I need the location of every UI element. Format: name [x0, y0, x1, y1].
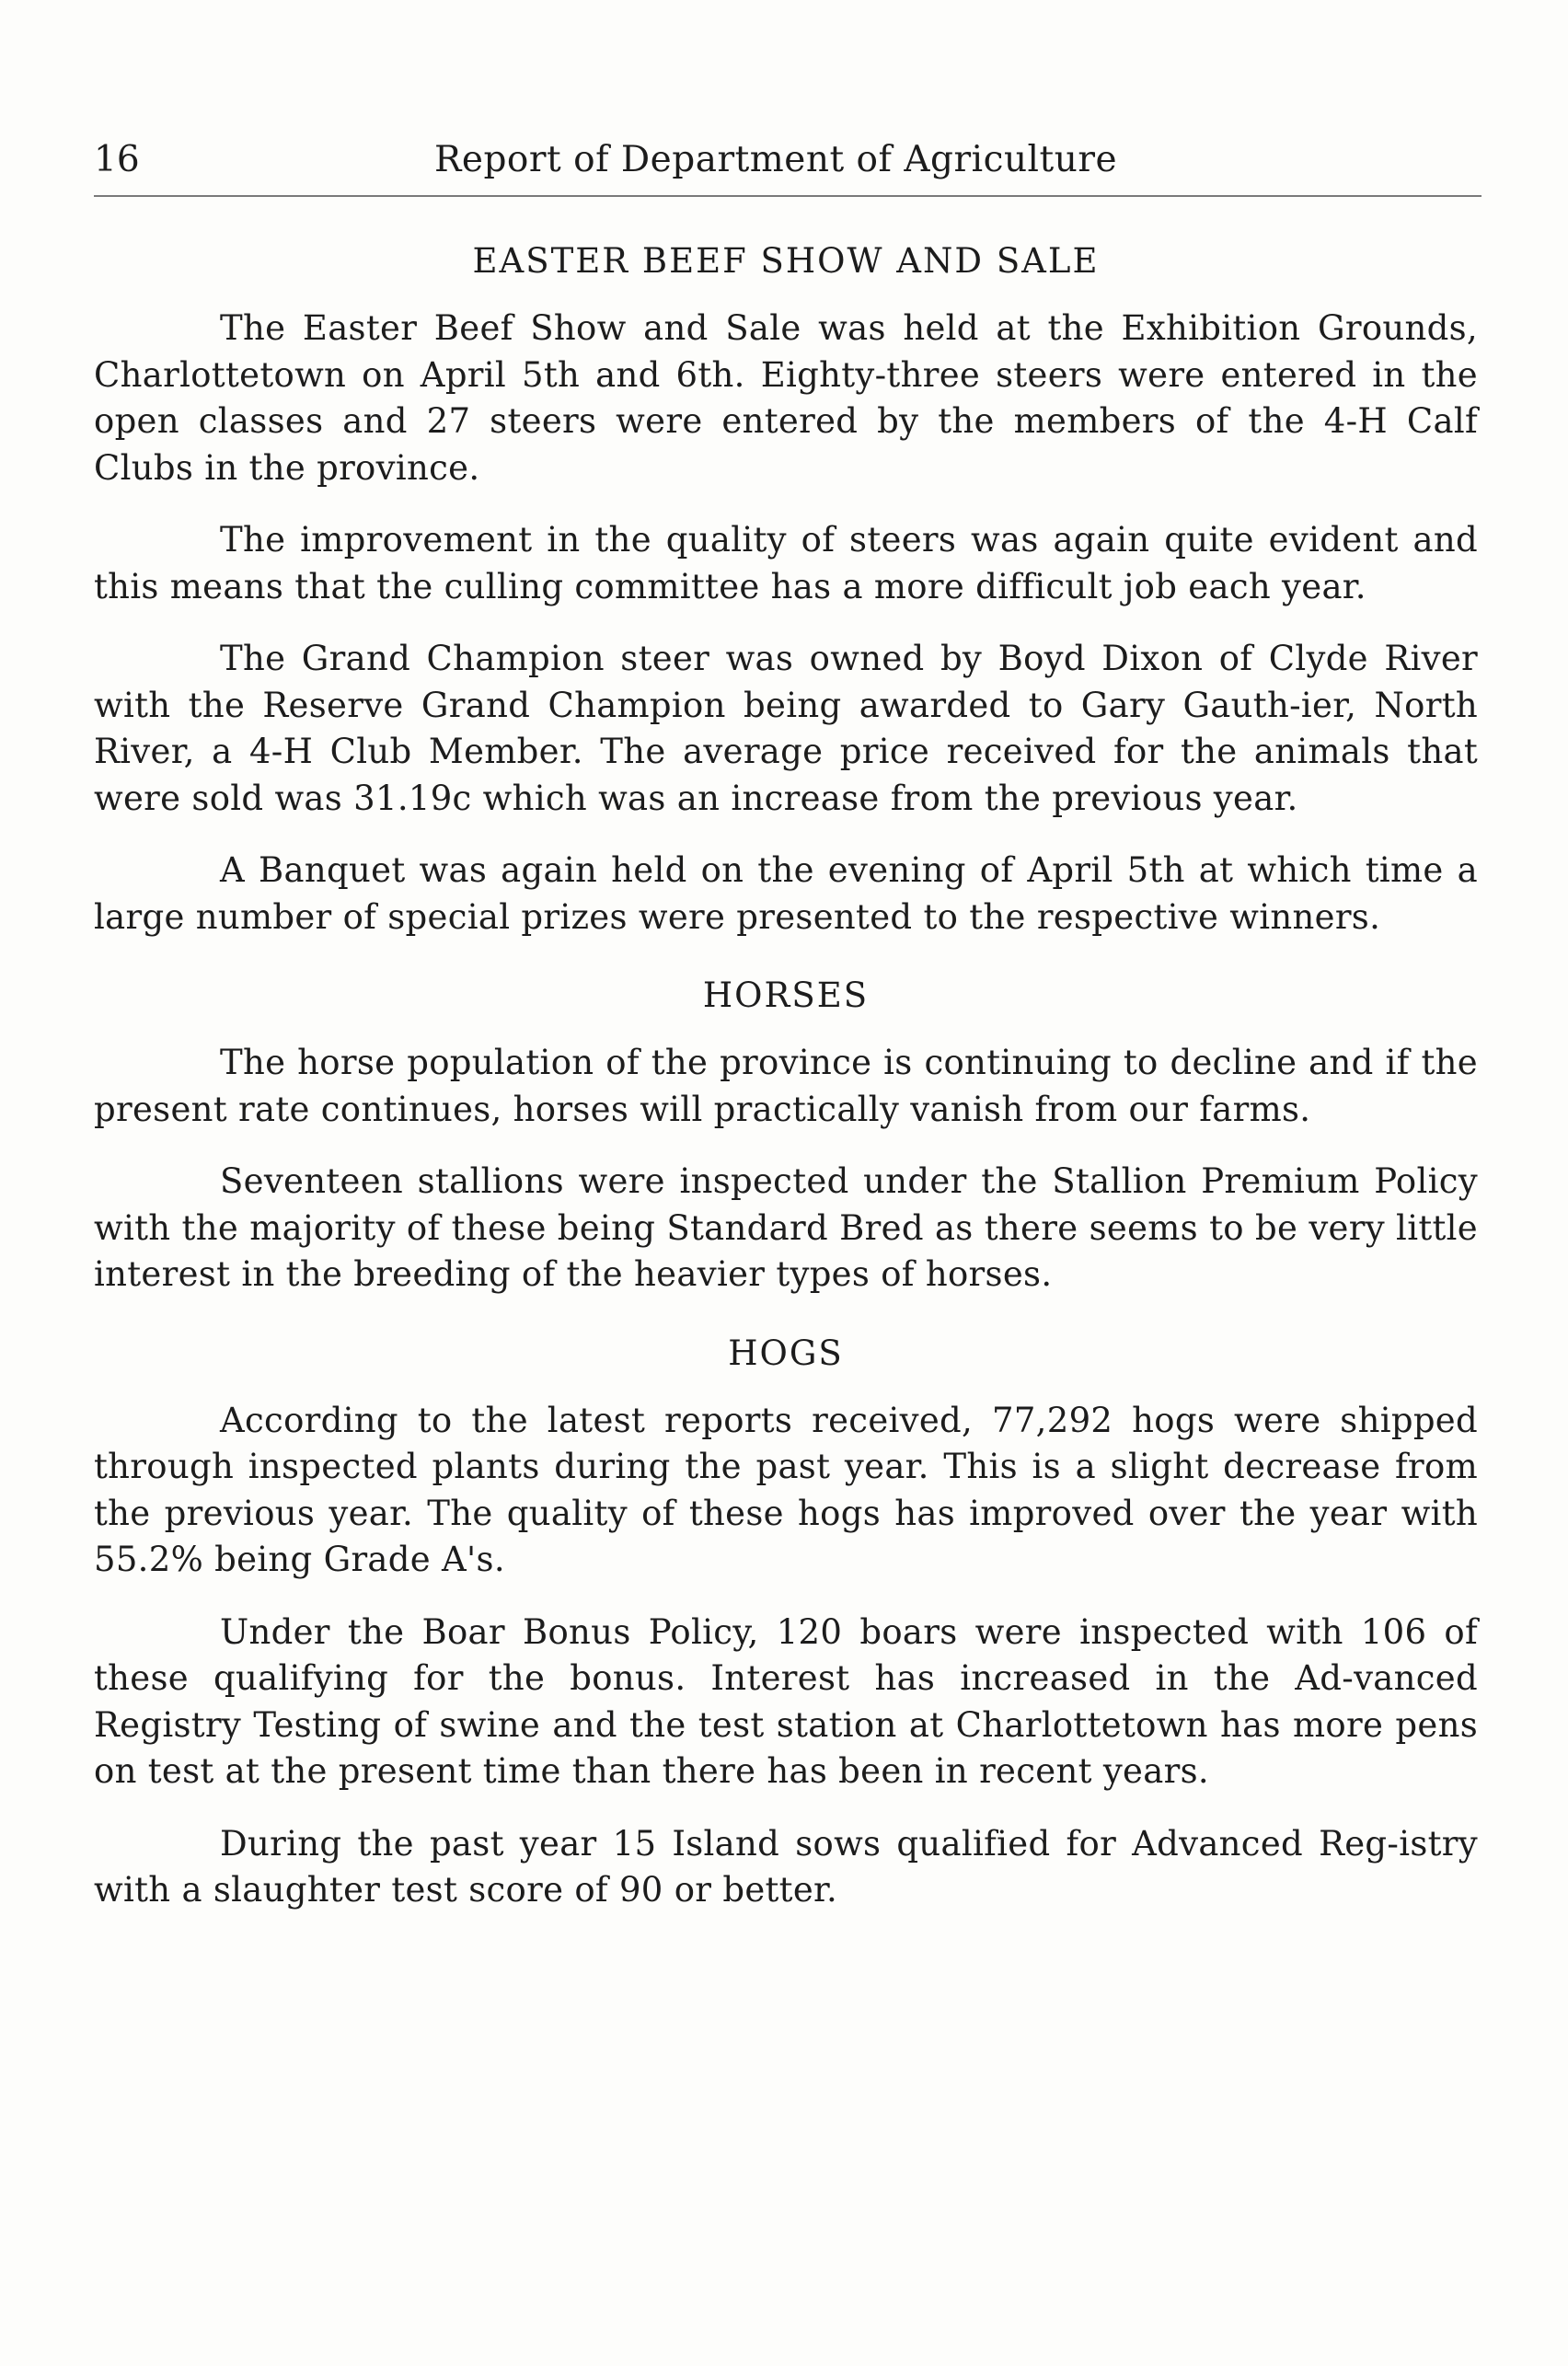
paragraph: According to the latest reports received, 77,292 hogs were shipped through inspected plants during the past year. This is a slight decrease from the previous year. The quality of these hogs has improved over the year with 55.2% being Grade A's. [94, 1400, 1478, 1579]
paragraph: The Grand Champion steer was owned by Boyd Dixon of Clyde River with the Reserve Grand Champion being awarded to Gary Gauth-ier, North River, a 4-H Club Member. The average price received for the animals that were sold was 31.19c which was an increase from the previous year. [94, 639, 1478, 818]
page-body [94, 237, 1478, 1945]
section-easter-beef-show [94, 237, 1478, 941]
section-heading: EASTER BEEF SHOW AND SALE [472, 241, 1100, 281]
paragraph: The Easter Beef Show and Sale was held at the Exhibition Grounds, Charlottetown on April 5th and 6th. Eighty-three steers were entered in the open classes and 27 steers were entered by the members of the 4-H Calf Clubs in the province. [94, 308, 1478, 488]
paragraph: The horse population of the province is continuing to decline and if the present rate continues, horses will practically vanish from our farms. [94, 1043, 1478, 1129]
paragraph: During the past year 15 Island sows qualified for Advanced Reg-istry with a slaughter test score of 90 or better. [94, 1823, 1478, 1910]
section-hogs [94, 1330, 1478, 1914]
running-header [94, 136, 1482, 184]
section-horses [94, 972, 1478, 1298]
section-heading: HORSES [702, 975, 870, 1015]
paragraph: A Banquet was again held on the evening of April 5th at which time a large number of special prizes were presented to the respective winners. [94, 850, 1478, 937]
paragraph: Under the Boar Bonus Policy, 120 boars were inspected with 106 of these qualifying for the bonus. Interest has increased in the Ad-vanced Registry Testing of swine and the test station at Charlottetown has more pens on test at the present time than there has been in recent years. [94, 1611, 1478, 1791]
section-heading: HOGS [728, 1333, 844, 1373]
page-number: 16 [94, 139, 140, 180]
running-title: Report of Department of Agriculture [434, 139, 1118, 180]
paragraph: Seventeen stallions were inspected under the Stallion Premium Policy with the majority of these being Standard Bred as there seems to be very little interest in the breeding of the heavier types of horses. [94, 1161, 1478, 1294]
header-rule [94, 195, 1482, 197]
paragraph: The improvement in the quality of steers was again quite evident and this means that the culling committee has a more difficult job each year. [94, 520, 1478, 606]
